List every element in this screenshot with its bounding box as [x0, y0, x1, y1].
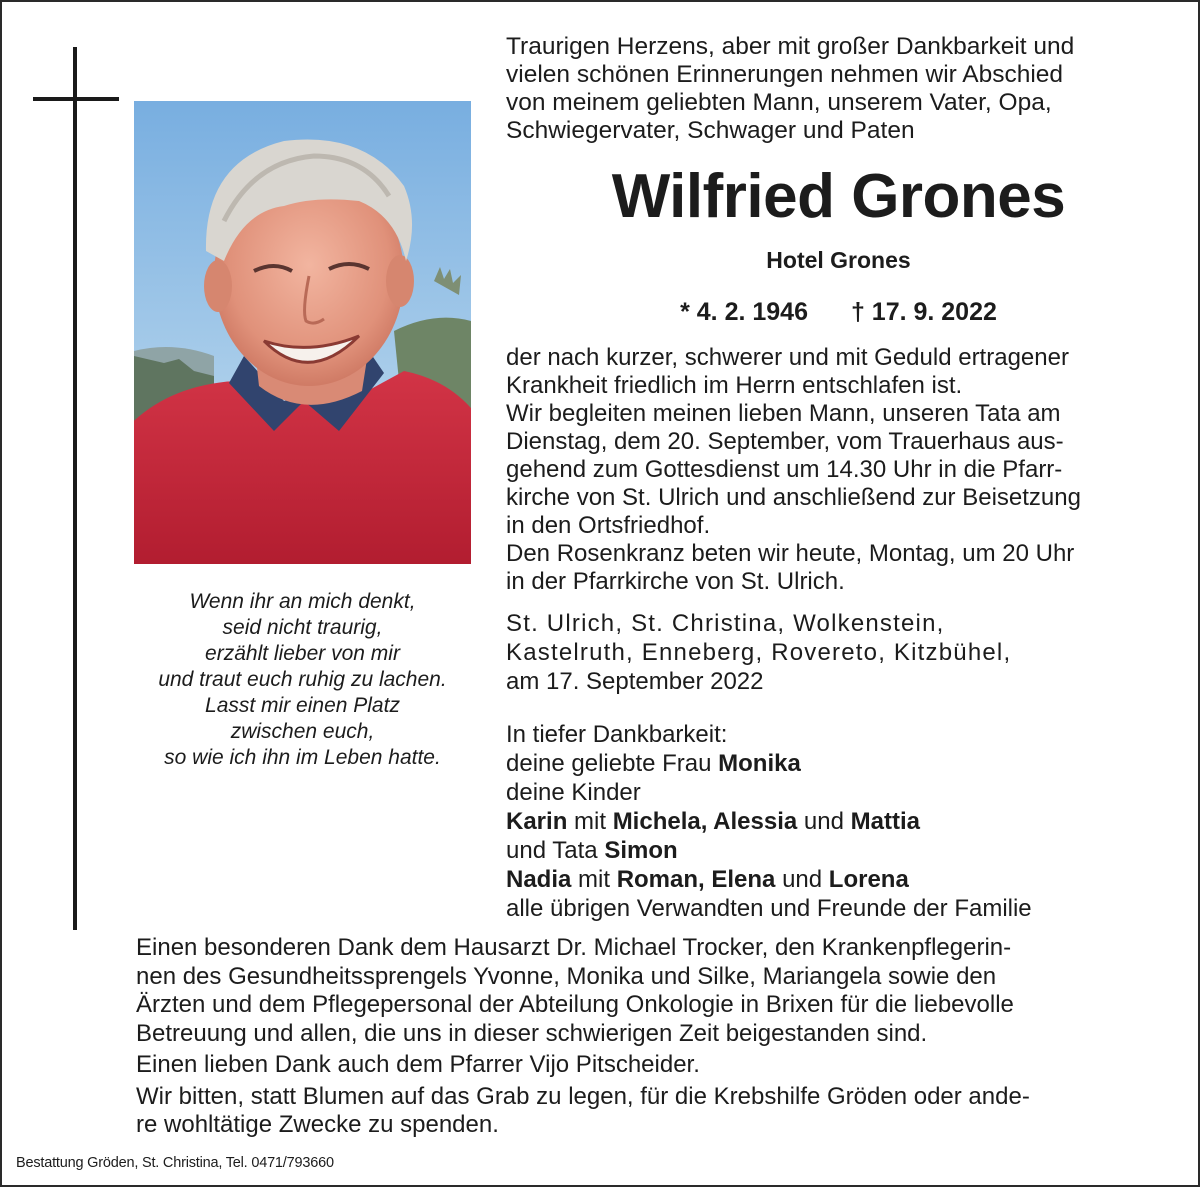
announcement-text [506, 344, 1171, 596]
poem-line: so wie ich ihn im Leben hatte. [164, 746, 441, 769]
family-children-label: deine Kinder [506, 779, 641, 806]
death-date: † 17. 9. 2022 [850, 298, 997, 326]
poem-line: Lasst mir einen Platz [205, 694, 400, 717]
poem-line: zwischen euch, [230, 720, 375, 743]
announcement-line: Krankheit friedlich im Herrn entschlafen ist. [506, 372, 963, 399]
wife-prefix: deine geliebte Frau [506, 750, 719, 777]
places-line: St. Ulrich, St. Christina, Wolkenstein, [506, 610, 945, 637]
thanks-pastor: Einen lieben Dank auch dem Pfarrer Vijo Pitscheider. [136, 1051, 700, 1078]
birth-date: * 4. 2. 1946 [680, 298, 808, 326]
poem-line: seid nicht traurig, [222, 616, 383, 639]
life-dates [506, 297, 1171, 327]
poem-line: erzählt lieber von mir [205, 642, 400, 665]
intro-line: Schwiegervater, Schwager und Paten [506, 117, 915, 144]
poem-line: Wenn ihr an mich denkt, [189, 590, 416, 613]
cross-icon-vertical [73, 47, 77, 930]
tata-prefix: und Tata [506, 837, 605, 864]
donation-request-line: Wir bitten, statt Blumen auf das Grab zu legen, für die Krebshilfe Gröden oder ande- [136, 1082, 1030, 1110]
thanks-line: Einen besonderen Dank dem Hausarzt Dr. Michael Trocker, den Krankenpflegerin- [136, 934, 1012, 961]
cross-icon-horizontal [33, 97, 119, 101]
wife-name: Monika [718, 750, 801, 777]
thanks-line: Betreuung und allen, die uns in dieser schwierigen Zeit beigestanden sind. [136, 1019, 928, 1047]
thanks-line: nen des Gesundheitssprengels Yvonne, Monika und Silke, Mariangela sowie den [136, 962, 997, 990]
family-line-karin [506, 807, 1171, 836]
funeral-home-footer: Bestattung Gröden, St. Christina, Tel. 0471/793660 [16, 1155, 334, 1171]
places-line: Kastelruth, Enneberg, Rovereto, Kitzbühel, [506, 639, 1012, 666]
deceased-subtitle: Hotel Grones [766, 247, 911, 273]
announcement-line: kirche von St. Ulrich und anschließend zur Beisetzung [506, 484, 1081, 511]
family-heading: In tiefer Dankbarkeit: [506, 721, 728, 748]
family-line-nadia [506, 865, 1171, 894]
announcement-line: Dienstag, dem 20. September, vom Trauerhaus aus- [506, 428, 1064, 455]
intro-line: vielen schönen Erinnerungen nehmen wir Abschied [506, 61, 1064, 88]
grandchild-name: Lorena [828, 866, 909, 893]
intro-line: Traurigen Herzens, aber mit großer Dankbarkeit und [506, 33, 1075, 60]
announcement-date: am 17. September 2022 [506, 668, 764, 695]
announcement-line: Wir begleiten meinen lieben Mann, unseren Tata am [506, 400, 1061, 427]
connector: und [797, 808, 851, 835]
announcement-line: Den Rosenkranz beten wir heute, Montag, um 20 Uhr [506, 540, 1075, 567]
portrait-photo [134, 101, 471, 564]
child-name: Karin [506, 808, 568, 835]
announcement-line: in der Pfarrkirche von St. Ulrich. [506, 568, 845, 595]
connector: und [775, 866, 829, 893]
places-and-date [506, 609, 1171, 696]
poem [134, 589, 471, 771]
intro-text [506, 33, 1171, 145]
intro-line: von meinem geliebten Mann, unserem Vater, Opa, [506, 89, 1052, 116]
family-others: alle übrigen Verwandten und Freunde der Familie [506, 895, 1032, 922]
grandchild-name: Mattia [850, 808, 920, 835]
thanks-line: Ärzten und dem Pflegepersonal der Abteilung Onkologie in Brixen für die liebevolle [136, 991, 1014, 1018]
family-line-wife [506, 749, 1171, 778]
child-name: Nadia [506, 866, 572, 893]
donation-request-line: re wohltätige Zwecke zu spenden. [136, 1111, 499, 1138]
acknowledgements [136, 934, 1171, 1140]
connector: mit [567, 808, 613, 835]
family-line-simon [506, 836, 1171, 865]
grandchildren-names: Michela, Alessia [612, 808, 798, 835]
announcement-line: in den Ortsfriedhof. [506, 512, 711, 539]
son-in-law-name: Simon [604, 837, 678, 864]
announcement-line: der nach kurzer, schwerer und mit Geduld ertragener [506, 344, 1069, 371]
poem-line: und traut euch ruhig zu lachen. [158, 668, 447, 691]
announcement-line: gehend zum Gottesdienst um 14.30 Uhr in die Pfarr- [506, 456, 1063, 483]
family-list [506, 720, 1171, 923]
deceased-name: Wilfried Grones [611, 162, 1066, 231]
grandchildren-names: Roman, Elena [616, 866, 776, 893]
connector: mit [571, 866, 617, 893]
